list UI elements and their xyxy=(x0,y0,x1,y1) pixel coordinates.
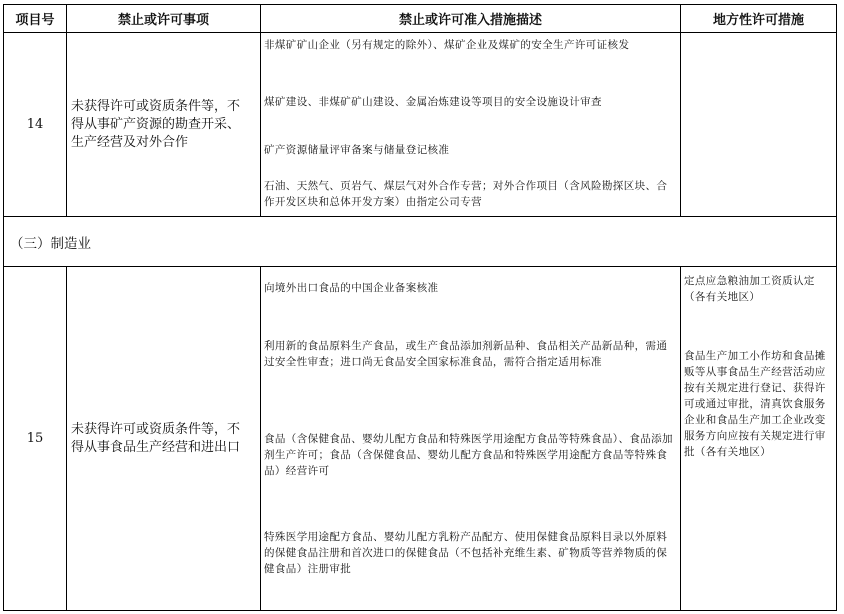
row-14-measure-2: 煤矿建设、非煤矿矿山建设、金属冶炼建设等项目的安全设施设计审查 xyxy=(264,96,602,108)
section-heading-manufacturing: （三）制造业 xyxy=(4,217,837,267)
header-item-number: 项目号 xyxy=(4,5,67,33)
row-14-measure-4: 石油、天然气、页岩气、煤层气对外合作专营；对外合作项目（含风险勘探区块、合作开发区块和总体开发方案）由指定公司专营 xyxy=(264,180,668,208)
row-14-measure-1: 非煤矿矿山企业（另有规定的除外）、煤矿企业及煤矿的安全生产许可证核发 xyxy=(264,39,630,51)
header-prohibited-or-permitted-item: 禁止或许可事项 xyxy=(67,5,261,33)
row-15-measure-3: 食品（含保健食品、婴幼儿配方食品和特殊医学用途配方食品等特殊食品）、食品添加剂生产许可；食品（含保健食品、婴幼儿配方食品和特殊医学用途配方食品等特殊食品）经营许可 xyxy=(264,433,673,477)
permit-measures-table xyxy=(3,4,837,611)
table-row-14 xyxy=(4,33,837,217)
table-header-row xyxy=(4,5,837,33)
row-15-local-measures xyxy=(681,267,837,611)
row-15-measures xyxy=(261,267,681,611)
row-14-id: 14 xyxy=(4,33,67,217)
table-row-15 xyxy=(4,267,837,611)
row-15-measure-2: 利用新的食品原料生产食品，或生产食品添加剂新品种、食品相关产品新品种，需通过安全性审查；进口尚无食品安全国家标准食品，需符合指定适用标准 xyxy=(264,340,668,368)
row-15-local-2: 食品生产加工小作坊和食品摊贩等从事食品生产经营活动应按有关规定进行登记、获得许可或通过审批，清真饮食服务企业和食品生产加工企业改变服务方向应按有关规定进行审批（各有关地区） xyxy=(684,350,826,458)
section-row-manufacturing xyxy=(4,217,837,267)
row-14-local-measures xyxy=(681,33,837,217)
row-14-measures xyxy=(261,33,681,217)
row-15-measure-4: 特殊医学用途配方食品、婴幼儿配方乳粉产品配方、使用保健食品原料目录以外原料的保健食品注册和首次进口的保健食品（不包括补充维生素、矿物质等营养物质的保健食品）注册审批 xyxy=(264,531,668,575)
row-15-item: 未获得许可或资质条件等，不得从事食品生产经营和进出口 xyxy=(67,267,261,611)
row-14-measure-3: 矿产资源储量评审备案与储量登记核准 xyxy=(264,144,450,156)
row-15-measure-1: 向境外出口食品的中国企业备案核准 xyxy=(264,282,439,294)
row-14-item: 未获得许可或资质条件等，不得从事矿产资源的勘查开采、生产经营及对外合作 xyxy=(67,33,261,217)
header-measure-description: 禁止或许可准入措施描述 xyxy=(261,5,681,33)
row-15-local-1: 定点应急粮油加工资质认定（各有关地区） xyxy=(684,275,815,303)
header-local-permit-measures: 地方性许可措施 xyxy=(681,5,837,33)
row-15-id: 15 xyxy=(4,267,67,611)
